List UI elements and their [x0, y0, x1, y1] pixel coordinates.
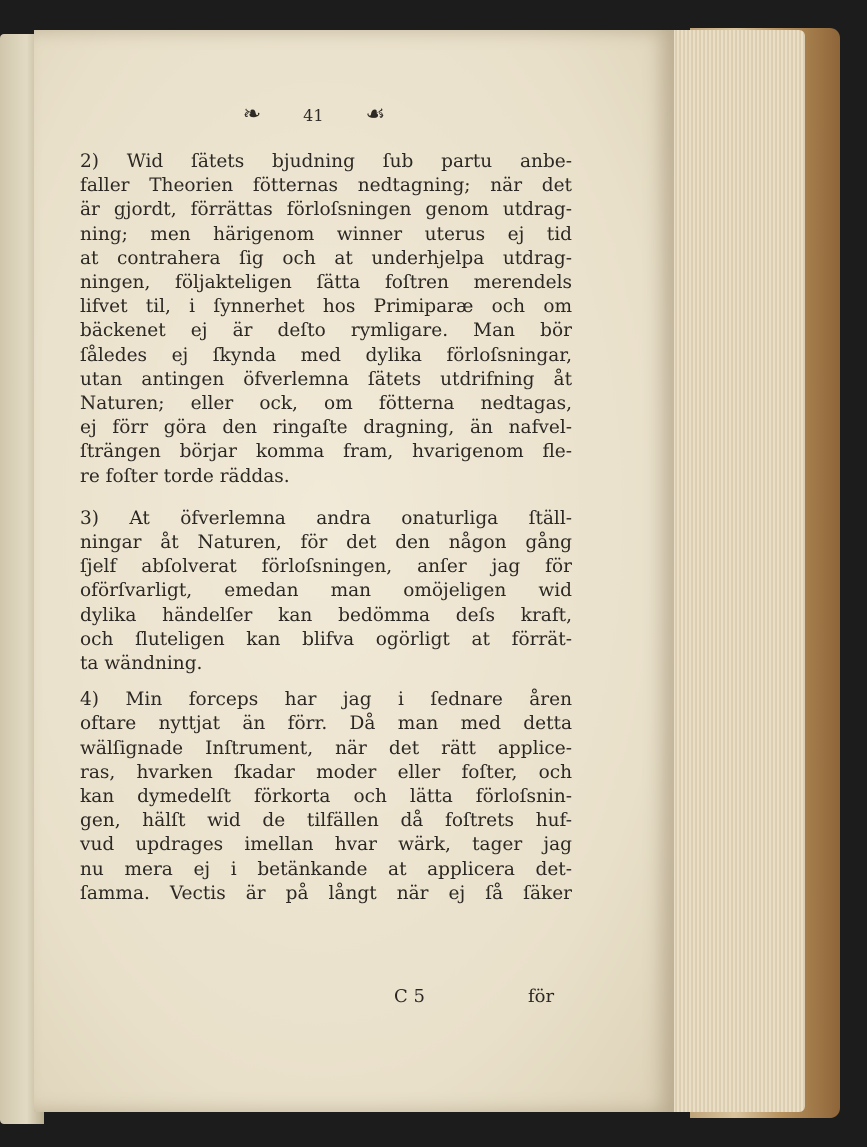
body-text	[80, 150, 572, 918]
text-line: ſamma. Vectis är på långt när ej ſå ſäker	[80, 882, 572, 904]
text-line: lifvet til, i ſynnerhet hos Primiparæ och om	[80, 296, 572, 318]
text-line: ſåledes ej ſkynda med dylika förloſsningar,	[80, 344, 572, 366]
text-line: utan antingen öfverlemna ſätets utdrifning åt	[80, 368, 572, 390]
text-line: ſjelf abſolverat förloſsningen, anſer jag för	[80, 556, 572, 578]
text-line: ſträngen börjar komma fram, hvarigenom fle-	[80, 441, 572, 463]
catchword: för	[528, 986, 555, 1007]
paragraph-2	[80, 150, 572, 489]
signature-mark: C 5	[394, 986, 425, 1007]
text-line: ningen, följakteligen ſätta foſtren merendels	[80, 272, 572, 294]
text-line: bäckenet ej är deſto rymligare. Man bör	[80, 320, 572, 342]
text-line: ej förr göra den ringaſte dragning, än nafvel-	[80, 417, 572, 439]
text-line: oförſvarligt, emedan man omöjeligen wid	[80, 580, 572, 602]
running-header	[34, 100, 594, 130]
text-line: dylika händelſer kan bedömma deſs kraft,	[80, 604, 572, 626]
page-number: 41	[303, 105, 324, 125]
text-line: ta wändning.	[80, 653, 203, 675]
text-line: oftare nyttjat än förr. Då man med detta	[80, 713, 572, 735]
text-line: ningar åt Naturen, för det den någon gång	[80, 532, 572, 554]
text-line: gen, hälſt wid de tilfällen då foſtrets huf-	[80, 810, 572, 832]
text-line: re foſter torde räddas.	[80, 465, 290, 487]
text-line: wälſignade Inſtrument, när det rätt applice-	[80, 737, 572, 759]
text-line: ning; men härigenom winner uterus ej tid	[80, 223, 572, 245]
book-page	[34, 30, 674, 1112]
page-block-edges	[665, 30, 805, 1112]
paragraph-3	[80, 507, 572, 676]
text-line: ras, hvarken ſkadar moder eller foſter, och	[80, 761, 572, 783]
text-line: at contrahera ſig och at underhjelpa utdrag-	[80, 247, 572, 269]
text-line: 3) At öfverlemna andra onaturliga ſtäll-	[80, 507, 572, 529]
text-line: vud updrages imellan hvar wärk, tager jag	[80, 834, 572, 856]
text-line: faller Theorien fötternas nedtagning; när det	[80, 175, 572, 197]
right-ornament-icon: ☙	[365, 102, 386, 127]
text-line: 2) Wid ſätets bjudning ſub partu anbe-	[80, 151, 572, 172]
text-line: kan dymedelſt förkorta och lätta förloſsnin-	[80, 786, 572, 808]
text-line: Naturen; eller ock, om fötterna nedtagas,	[80, 393, 572, 415]
left-ornament-icon: ❧	[242, 102, 262, 127]
text-line: är gjordt, förrättas förloſsningen genom utdrag-	[80, 199, 572, 221]
text-line: 4) Min forceps har jag i ſednare åren	[80, 689, 572, 711]
paragraph-4	[80, 688, 572, 906]
text-line: nu mera ej i betänkande at applicera det-	[80, 858, 572, 880]
text-line: och ſluteligen kan blifva ogörligt at förrät-	[80, 628, 572, 650]
